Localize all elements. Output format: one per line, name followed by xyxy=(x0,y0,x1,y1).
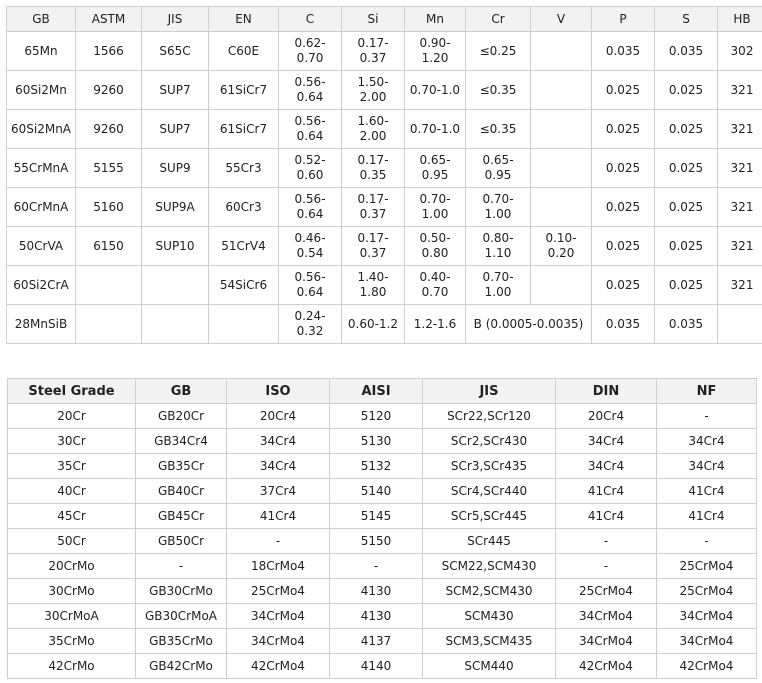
table-cell: SCM440 xyxy=(423,654,556,679)
table-cell: 321 xyxy=(718,149,762,188)
table-cell: 0.52- 0.60 xyxy=(279,149,342,188)
table-row xyxy=(7,266,762,305)
table-cell xyxy=(531,110,592,149)
table-cell: SCM430 xyxy=(423,604,556,629)
table-cell: 34CrMo4 xyxy=(227,604,330,629)
col-header-p: P xyxy=(592,7,655,32)
table-cell: GB30CrMo xyxy=(136,579,227,604)
table-cell: 0.025 xyxy=(655,227,718,266)
table-cell: SCM2,SCM430 xyxy=(423,579,556,604)
table-cell: 34Cr4 xyxy=(227,429,330,454)
table-cell: 35CrMo xyxy=(8,629,136,654)
table-cell xyxy=(531,188,592,227)
table-cell: 1.40- 1.80 xyxy=(342,266,405,305)
col-header-c: C xyxy=(279,7,342,32)
table-cell: 40Cr xyxy=(8,479,136,504)
table-cell: 34Cr4 xyxy=(227,454,330,479)
table-cell: - xyxy=(556,554,657,579)
table-cell: SCr445 xyxy=(423,529,556,554)
table-row xyxy=(8,604,757,629)
table-cell: SCr3,SCr435 xyxy=(423,454,556,479)
table-cell: 0.70- 1.00 xyxy=(405,188,466,227)
table-cell: 60CrMnA xyxy=(7,188,76,227)
table-row xyxy=(7,110,762,149)
table-row xyxy=(8,629,757,654)
table-cell xyxy=(718,305,762,344)
table-cell: 0.025 xyxy=(655,266,718,305)
col-header-mn: Mn xyxy=(405,7,466,32)
table-cell: 0.025 xyxy=(592,149,655,188)
table-cell: 34CrMo4 xyxy=(657,604,757,629)
table-cell: 41Cr4 xyxy=(657,479,757,504)
table-cell: 4130 xyxy=(330,604,423,629)
table-cell: 1.50- 2.00 xyxy=(342,71,405,110)
table-cell: 0.62- 0.70 xyxy=(279,32,342,71)
table-cell: SCr2,SCr430 xyxy=(423,429,556,454)
table-cell: 60Si2MnA xyxy=(7,110,76,149)
table-cell: 0.70- 1.00 xyxy=(466,266,531,305)
table-cell: 34Cr4 xyxy=(556,429,657,454)
table-cell xyxy=(76,305,142,344)
table-row xyxy=(8,579,757,604)
table-cell: 0.17- 0.37 xyxy=(342,227,405,266)
table-cell: 0.025 xyxy=(655,71,718,110)
table-cell: 5130 xyxy=(330,429,423,454)
col-header-din: DIN xyxy=(556,379,657,404)
table-cell: - xyxy=(657,404,757,429)
table-cell: 5132 xyxy=(330,454,423,479)
table-cell: SUP10 xyxy=(142,227,209,266)
table-cell: 0.60-1.2 xyxy=(342,305,405,344)
table-cell: 42CrMo xyxy=(8,654,136,679)
table-cell: 61SiCr7 xyxy=(209,110,279,149)
table-cell: 25CrMo4 xyxy=(657,579,757,604)
table-cell: GB30CrMoA xyxy=(136,604,227,629)
table-cell: - xyxy=(657,529,757,554)
table-cell: 0.025 xyxy=(655,149,718,188)
table-row xyxy=(7,188,762,227)
table-cell: 5150 xyxy=(330,529,423,554)
table-cell: 41Cr4 xyxy=(657,504,757,529)
table-row xyxy=(8,504,757,529)
col-header-astm: ASTM xyxy=(76,7,142,32)
table-cell: SCr22,SCr120 xyxy=(423,404,556,429)
table-cell: 25CrMo4 xyxy=(657,554,757,579)
table-cell: 5140 xyxy=(330,479,423,504)
table-cell: 321 xyxy=(718,188,762,227)
equivalents-header-row xyxy=(8,379,757,404)
col-header-cr: Cr xyxy=(466,7,531,32)
table-cell: 1.60- 2.00 xyxy=(342,110,405,149)
table-cell xyxy=(142,305,209,344)
table-cell: 34Cr4 xyxy=(556,454,657,479)
col-header-nf: NF xyxy=(657,379,757,404)
table-cell: SUP9A xyxy=(142,188,209,227)
table-cell: 61SiCr7 xyxy=(209,71,279,110)
table-cell xyxy=(531,71,592,110)
table-cell: GB20Cr xyxy=(136,404,227,429)
table-cell: 25CrMo4 xyxy=(227,579,330,604)
table-cell: 9260 xyxy=(76,71,142,110)
col-header-gb: GB xyxy=(136,379,227,404)
table-cell: 0.025 xyxy=(592,110,655,149)
table-row xyxy=(7,71,762,110)
table-cell: GB35Cr xyxy=(136,454,227,479)
table-cell: 5160 xyxy=(76,188,142,227)
table-cell: SUP7 xyxy=(142,110,209,149)
table-cell: 37Cr4 xyxy=(227,479,330,504)
table-cell: 0.025 xyxy=(655,188,718,227)
table-cell: 0.46- 0.54 xyxy=(279,227,342,266)
table-cell: 30CrMoA xyxy=(8,604,136,629)
table-row xyxy=(8,479,757,504)
table-cell: 0.70-1.0 xyxy=(405,71,466,110)
table-cell: 0.70- 1.00 xyxy=(466,188,531,227)
composition-table-body xyxy=(7,32,762,344)
table-cell: - xyxy=(330,554,423,579)
col-header-aisi: AISI xyxy=(330,379,423,404)
table-cell: 4130 xyxy=(330,579,423,604)
table-row xyxy=(7,32,762,71)
table-cell: 34CrMo4 xyxy=(227,629,330,654)
table-cell: 5120 xyxy=(330,404,423,429)
col-header-jis: JIS xyxy=(423,379,556,404)
table-cell: ≤0.25 xyxy=(466,32,531,71)
table-cell: - xyxy=(556,529,657,554)
table-cell xyxy=(531,149,592,188)
table-cell: 34Cr4 xyxy=(657,454,757,479)
table-cell: 0.025 xyxy=(592,71,655,110)
table-cell: SUP9 xyxy=(142,149,209,188)
table-cell: 0.70-1.0 xyxy=(405,110,466,149)
table-cell: 321 xyxy=(718,266,762,305)
table-cell: 30CrMo xyxy=(8,579,136,604)
table-cell xyxy=(209,305,279,344)
table-cell: 34CrMo4 xyxy=(556,629,657,654)
table-cell: SUP7 xyxy=(142,71,209,110)
table-cell: 18CrMo4 xyxy=(227,554,330,579)
table-cell: ≤0.35 xyxy=(466,110,531,149)
table-cell: 20Cr4 xyxy=(556,404,657,429)
table-cell: 321 xyxy=(718,227,762,266)
table-cell: 321 xyxy=(718,110,762,149)
table-cell: 0.035 xyxy=(655,305,718,344)
table-cell: 34CrMo4 xyxy=(657,629,757,654)
table-cell: 0.56- 0.64 xyxy=(279,71,342,110)
table-cell: SCr5,SCr445 xyxy=(423,504,556,529)
table-row xyxy=(8,429,757,454)
table-cell: SCr4,SCr440 xyxy=(423,479,556,504)
table-cell: GB45Cr xyxy=(136,504,227,529)
table-cell: 25CrMo4 xyxy=(556,579,657,604)
table-cell: 0.56- 0.64 xyxy=(279,266,342,305)
steel-grade-equivalents-table xyxy=(7,378,757,679)
table-cell: 41Cr4 xyxy=(556,504,657,529)
table-cell: 5155 xyxy=(76,149,142,188)
table-cell: C60E xyxy=(209,32,279,71)
table-cell: 0.10- 0.20 xyxy=(531,227,592,266)
table-cell: B (0.0005-0.0035) xyxy=(466,305,592,344)
table-cell: 0.17- 0.35 xyxy=(342,149,405,188)
table-cell: 6150 xyxy=(76,227,142,266)
table-cell: 0.035 xyxy=(592,32,655,71)
table-cell: 1.2-1.6 xyxy=(405,305,466,344)
col-header-si: Si xyxy=(342,7,405,32)
table-cell: GB50Cr xyxy=(136,529,227,554)
table-cell: 302 xyxy=(718,32,762,71)
table-row xyxy=(8,404,757,429)
table-cell: 0.56- 0.64 xyxy=(279,188,342,227)
table-cell: 34CrMo4 xyxy=(556,604,657,629)
table-cell: 4137 xyxy=(330,629,423,654)
table-cell: 45Cr xyxy=(8,504,136,529)
composition-header-row xyxy=(7,7,762,32)
table-cell: 0.17- 0.37 xyxy=(342,32,405,71)
table-cell: - xyxy=(136,554,227,579)
table-cell: 0.65- 0.95 xyxy=(466,149,531,188)
table-cell: 0.56- 0.64 xyxy=(279,110,342,149)
table-cell: 0.025 xyxy=(655,110,718,149)
table-cell: GB40Cr xyxy=(136,479,227,504)
table-row xyxy=(8,454,757,479)
table-cell: 321 xyxy=(718,71,762,110)
table-cell: 0.17- 0.37 xyxy=(342,188,405,227)
table-row xyxy=(8,654,757,679)
col-header-en: EN xyxy=(209,7,279,32)
table-cell: 0.035 xyxy=(655,32,718,71)
table-cell: 5145 xyxy=(330,504,423,529)
table-cell: SCM22,SCM430 xyxy=(423,554,556,579)
table-cell: 55Cr3 xyxy=(209,149,279,188)
table-cell: 50CrVA xyxy=(7,227,76,266)
col-header-hb: HB xyxy=(718,7,762,32)
table-cell xyxy=(76,266,142,305)
table-cell: 0.90- 1.20 xyxy=(405,32,466,71)
table-cell: 0.025 xyxy=(592,188,655,227)
spring-steel-composition-table xyxy=(6,6,762,344)
table-cell: 0.40- 0.70 xyxy=(405,266,466,305)
table-cell xyxy=(531,32,592,71)
table-cell: 20Cr4 xyxy=(227,404,330,429)
table-cell: 0.50- 0.80 xyxy=(405,227,466,266)
equivalents-table-body xyxy=(8,404,757,679)
table-cell: 51CrV4 xyxy=(209,227,279,266)
table-cell xyxy=(142,266,209,305)
col-header-jis: JIS xyxy=(142,7,209,32)
table-cell: 0.24- 0.32 xyxy=(279,305,342,344)
table-cell: 41Cr4 xyxy=(227,504,330,529)
table-cell: GB42CrMo xyxy=(136,654,227,679)
table-cell: 60Cr3 xyxy=(209,188,279,227)
table-cell: - xyxy=(227,529,330,554)
table-cell xyxy=(531,266,592,305)
col-header-s: S xyxy=(655,7,718,32)
table-cell: 1566 xyxy=(76,32,142,71)
table-cell: 9260 xyxy=(76,110,142,149)
table-cell: ≤0.35 xyxy=(466,71,531,110)
table-cell: 0.65- 0.95 xyxy=(405,149,466,188)
table-cell: GB35CrMo xyxy=(136,629,227,654)
col-header-gb: GB xyxy=(7,7,76,32)
table-row xyxy=(7,305,762,344)
table-cell: 55CrMnA xyxy=(7,149,76,188)
table-cell: 60Si2CrA xyxy=(7,266,76,305)
table-cell: 20CrMo xyxy=(8,554,136,579)
table-cell: 4140 xyxy=(330,654,423,679)
table-cell: 41Cr4 xyxy=(556,479,657,504)
table-cell: 42CrMo4 xyxy=(657,654,757,679)
table-cell: 0.80- 1.10 xyxy=(466,227,531,266)
table-cell: 30Cr xyxy=(8,429,136,454)
table-cell: 0.025 xyxy=(592,266,655,305)
table-cell: SCM3,SCM435 xyxy=(423,629,556,654)
table-cell: 60Si2Mn xyxy=(7,71,76,110)
table-cell: S65C xyxy=(142,32,209,71)
table-cell: GB34Cr4 xyxy=(136,429,227,454)
col-header-steel-grade: Steel Grade xyxy=(8,379,136,404)
col-header-v: V xyxy=(531,7,592,32)
table-cell: 28MnSiB xyxy=(7,305,76,344)
table-cell: 50Cr xyxy=(8,529,136,554)
table-cell: 65Mn xyxy=(7,32,76,71)
table-row xyxy=(8,554,757,579)
table-cell: 0.035 xyxy=(592,305,655,344)
table-cell: 0.025 xyxy=(592,227,655,266)
table-cell: 34Cr4 xyxy=(657,429,757,454)
table-cell: 20Cr xyxy=(8,404,136,429)
table-row xyxy=(7,149,762,188)
table-cell: 54SiCr6 xyxy=(209,266,279,305)
col-header-iso: ISO xyxy=(227,379,330,404)
table-cell: 35Cr xyxy=(8,454,136,479)
table-cell: 42CrMo4 xyxy=(556,654,657,679)
table-row xyxy=(7,227,762,266)
table-row xyxy=(8,529,757,554)
table-cell: 42CrMo4 xyxy=(227,654,330,679)
